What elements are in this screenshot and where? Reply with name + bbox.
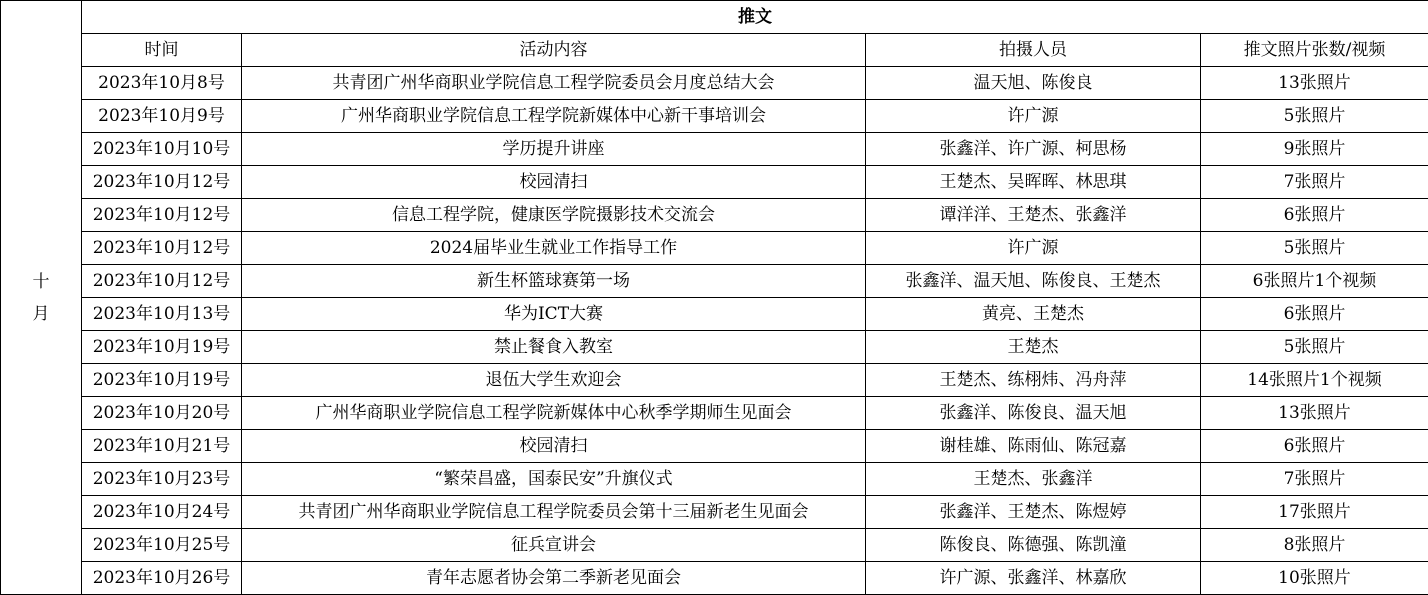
cell-activity: 2024届毕业生就业工作指导工作 <box>242 232 866 265</box>
cell-photographers: 王楚杰、张鑫洋 <box>866 463 1201 496</box>
cell-date: 2023年10月19号 <box>82 364 242 397</box>
cell-photo-count: 9张照片 <box>1201 133 1428 166</box>
cell-photographers: 王楚杰、练栩炜、冯舟萍 <box>866 364 1201 397</box>
cell-photo-count: 5张照片 <box>1201 331 1428 364</box>
cell-date: 2023年10月8号 <box>82 67 242 100</box>
cell-activity: 共青团广州华商职业学院信息工程学院委员会月度总结大会 <box>242 67 866 100</box>
cell-date: 2023年10月24号 <box>82 496 242 529</box>
header-photographers: 拍摄人员 <box>866 34 1201 67</box>
cell-photographers: 张鑫洋、许广源、柯思杨 <box>866 133 1201 166</box>
cell-activity: 禁止餐食入教室 <box>242 331 866 364</box>
cell-date: 2023年10月12号 <box>82 199 242 232</box>
cell-activity: 青年志愿者协会第二季新老见面会 <box>242 562 866 595</box>
table-row <box>1 463 1428 496</box>
cell-photographers: 黄亮、王楚杰 <box>866 298 1201 331</box>
cell-date: 2023年10月25号 <box>82 529 242 562</box>
table-row <box>1 562 1428 595</box>
cell-photographers: 谭洋洋、王楚杰、张鑫洋 <box>866 199 1201 232</box>
cell-photo-count: 5张照片 <box>1201 100 1428 133</box>
cell-photographers: 王楚杰 <box>866 331 1201 364</box>
cell-photographers: 张鑫洋、陈俊良、温天旭 <box>866 397 1201 430</box>
month-char-2: 月 <box>32 303 50 324</box>
cell-date: 2023年10月12号 <box>82 166 242 199</box>
cell-photographers: 陈俊良、陈德强、陈凯潼 <box>866 529 1201 562</box>
table-row <box>1 100 1428 133</box>
cell-date: 2023年10月19号 <box>82 331 242 364</box>
cell-activity: 新生杯篮球赛第一场 <box>242 265 866 298</box>
cell-photo-count: 7张照片 <box>1201 166 1428 199</box>
table-row <box>1 529 1428 562</box>
cell-photo-count: 8张照片 <box>1201 529 1428 562</box>
header-row <box>1 34 1428 67</box>
cell-photo-count: 6张照片 <box>1201 199 1428 232</box>
cell-activity: 征兵宣讲会 <box>242 529 866 562</box>
month-label <box>1 1 82 595</box>
cell-activity: 校园清扫 <box>242 166 866 199</box>
section-title: 推文 <box>82 1 1428 34</box>
cell-photo-count: 17张照片 <box>1201 496 1428 529</box>
cell-activity: 广州华商职业学院信息工程学院新媒体中心新干事培训会 <box>242 100 866 133</box>
cell-date: 2023年10月21号 <box>82 430 242 463</box>
cell-date: 2023年10月26号 <box>82 562 242 595</box>
header-photo-count: 推文照片张数/视频 <box>1201 34 1428 67</box>
table-row <box>1 331 1428 364</box>
table-row <box>1 298 1428 331</box>
cell-photographers: 王楚杰、吴晖晖、林思琪 <box>866 166 1201 199</box>
table-row <box>1 67 1428 100</box>
cell-date: 2023年10月12号 <box>82 232 242 265</box>
cell-photo-count: 7张照片 <box>1201 463 1428 496</box>
table-row <box>1 496 1428 529</box>
month-char-1: 十 <box>32 271 50 292</box>
cell-photo-count: 6张照片 <box>1201 298 1428 331</box>
header-time: 时间 <box>82 34 242 67</box>
cell-photographers: 许广源 <box>866 100 1201 133</box>
cell-activity: 广州华商职业学院信息工程学院新媒体中心秋季学期师生见面会 <box>242 397 866 430</box>
table-row <box>1 166 1428 199</box>
cell-photographers: 许广源、张鑫洋、林嘉欣 <box>866 562 1201 595</box>
table-row <box>1 265 1428 298</box>
cell-date: 2023年10月23号 <box>82 463 242 496</box>
cell-activity: 信息工程学院，健康医学院摄影技术交流会 <box>242 199 866 232</box>
title-row <box>1 1 1428 34</box>
cell-date: 2023年10月13号 <box>82 298 242 331</box>
table-row <box>1 199 1428 232</box>
table-row <box>1 364 1428 397</box>
table-row <box>1 133 1428 166</box>
cell-photo-count: 5张照片 <box>1201 232 1428 265</box>
header-content: 活动内容 <box>242 34 866 67</box>
cell-activity: 校园清扫 <box>242 430 866 463</box>
cell-photo-count: 14张照片1个视频 <box>1201 364 1428 397</box>
table-row <box>1 232 1428 265</box>
cell-photo-count: 13张照片 <box>1201 67 1428 100</box>
cell-activity: 退伍大学生欢迎会 <box>242 364 866 397</box>
cell-date: 2023年10月20号 <box>82 397 242 430</box>
cell-activity: “繁荣昌盛，国泰民安”升旗仪式 <box>242 463 866 496</box>
cell-photo-count: 10张照片 <box>1201 562 1428 595</box>
table-row <box>1 430 1428 463</box>
cell-photographers: 温天旭、陈俊良 <box>866 67 1201 100</box>
cell-photographers: 许广源 <box>866 232 1201 265</box>
cell-date: 2023年10月12号 <box>82 265 242 298</box>
cell-date: 2023年10月10号 <box>82 133 242 166</box>
cell-photographers: 张鑫洋、王楚杰、陈煜婷 <box>866 496 1201 529</box>
cell-activity: 共青团广州华商职业学院信息工程学院委员会第十三届新老生见面会 <box>242 496 866 529</box>
cell-activity: 学历提升讲座 <box>242 133 866 166</box>
table-row <box>1 397 1428 430</box>
cell-photographers: 张鑫洋、温天旭、陈俊良、王楚杰 <box>866 265 1201 298</box>
cell-activity: 华为ICT大赛 <box>242 298 866 331</box>
cell-photographers: 谢桂雄、陈雨仙、陈冠嘉 <box>866 430 1201 463</box>
cell-date: 2023年10月9号 <box>82 100 242 133</box>
cell-photo-count: 6张照片1个视频 <box>1201 265 1428 298</box>
cell-photo-count: 6张照片 <box>1201 430 1428 463</box>
cell-photo-count: 13张照片 <box>1201 397 1428 430</box>
